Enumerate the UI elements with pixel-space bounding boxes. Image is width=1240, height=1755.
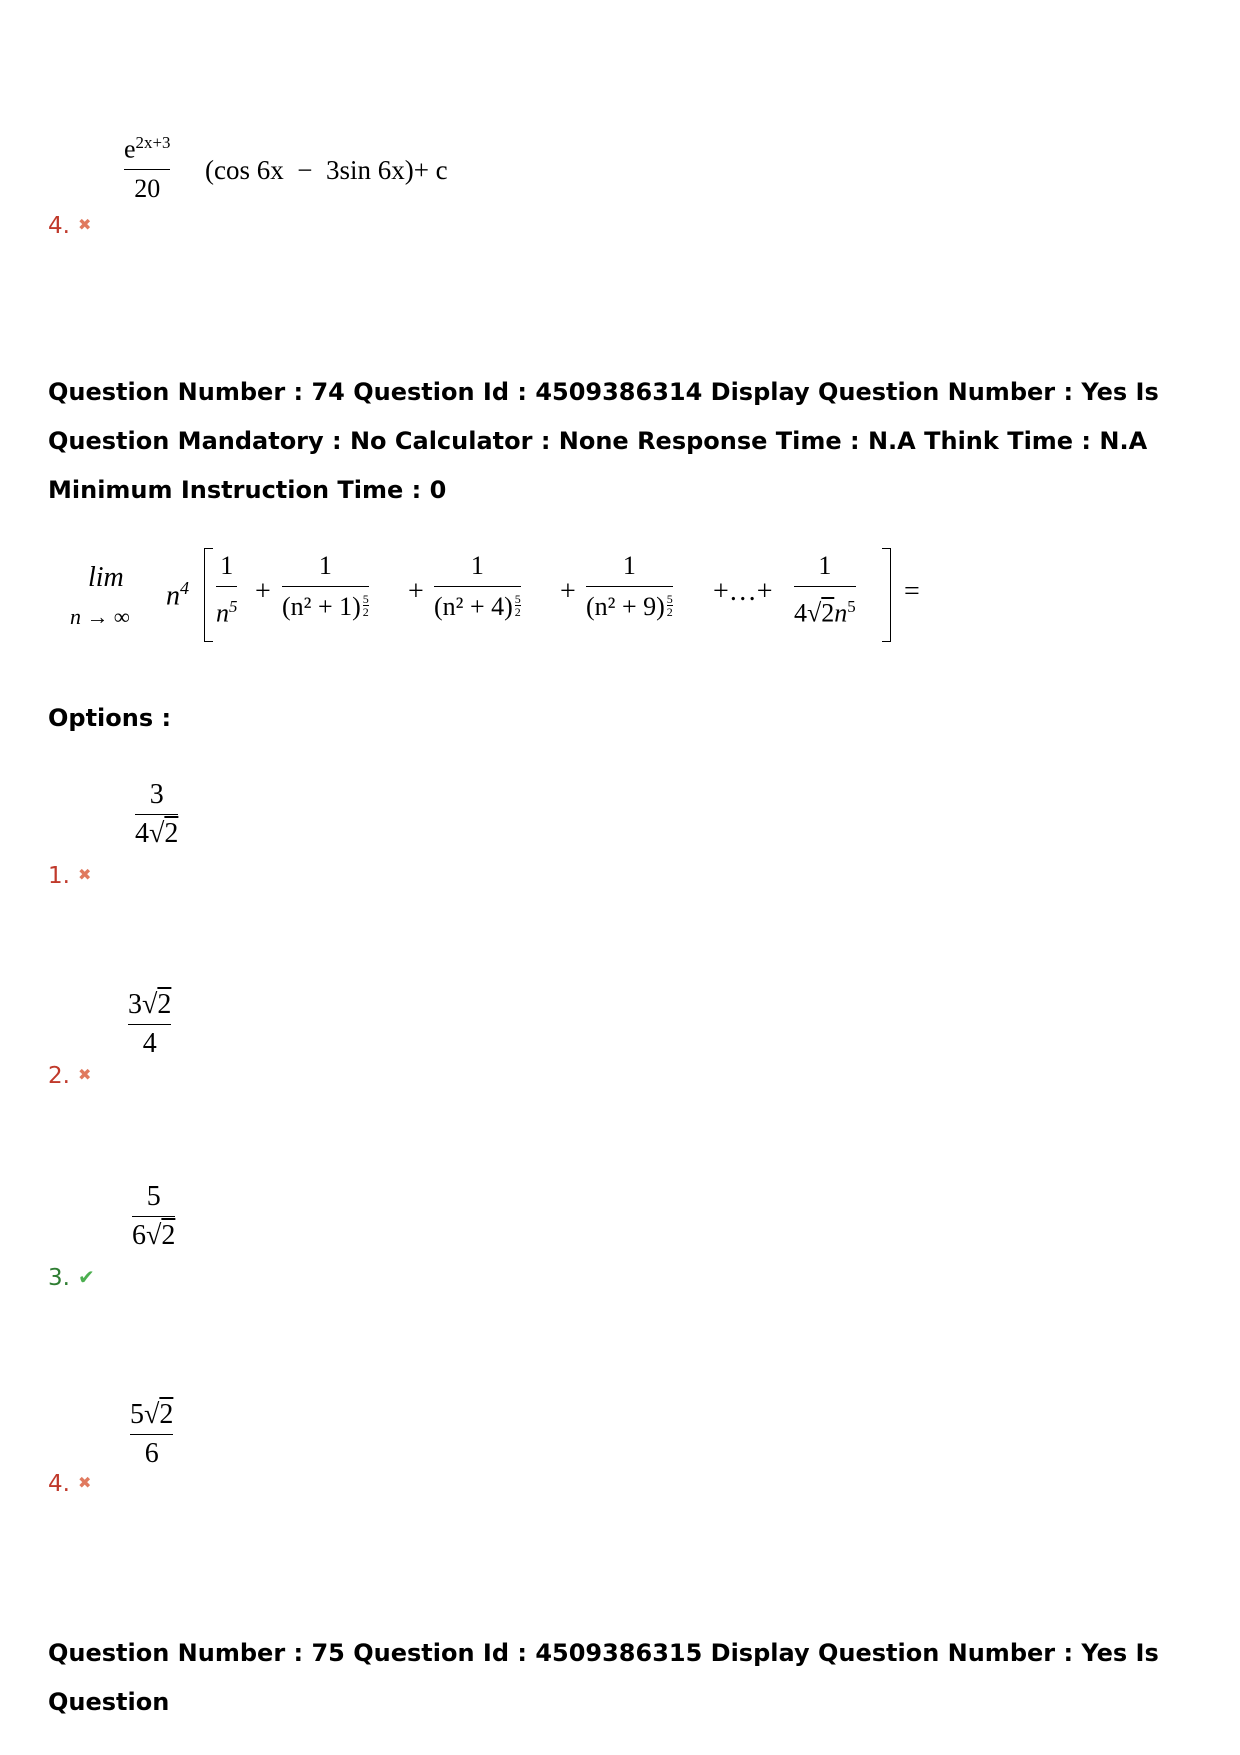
question-75-header: Question Number : 75 Question Id : 4509386315 Display Question Number : Yes Is Question (48, 1639, 1159, 1716)
question-74-expression (60, 548, 940, 648)
prev-option-4-numerator: e (124, 134, 136, 164)
lim-label: lim (88, 562, 124, 593)
prev-option-4-denominator: 20 (134, 173, 161, 203)
cross-mark-icon: ✖ (77, 1473, 92, 1492)
ellipsis: +…+ (713, 576, 773, 607)
plus-3: + (560, 576, 576, 607)
plus-1: + (255, 576, 271, 607)
factor-n4: $n^4$ (166, 578, 190, 612)
question-74-header: Question Number : 74 Question Id : 4509386314 Display Question Number : Yes Is Question Mandatory : No Calculator : None Response Time : N.A Think Time : N.A Minimum Instruction Time : 0 (48, 378, 1159, 504)
term-2: 1 (n² + 1) $\frac{5}{2}$ (282, 551, 369, 621)
option-4-number: 4. ✖ (48, 1471, 92, 1497)
options-label: Options : (48, 704, 172, 732)
prev-option-4-tail: (cos 6x − 3sin 6x)+ c (205, 155, 448, 185)
lim-subscript: n → ∞ (70, 604, 130, 629)
right-bracket (882, 548, 891, 642)
option-3-formula: 5 6√2 (132, 1181, 176, 1251)
option-2-formula: 3√2 4 (128, 989, 172, 1059)
option-4-formula: 5√2 6 (130, 1399, 174, 1469)
option-3-number: 3. ✔ (48, 1265, 95, 1291)
prev-option-4-numerator-exp: 2x+3 (135, 133, 171, 152)
cross-mark-icon: ✖ (77, 215, 92, 234)
prev-option-4-number: 4. ✖ (48, 213, 92, 239)
term-last: 1 $4√2n^5$ (794, 551, 856, 628)
option-2-number: 2. ✖ (48, 1063, 92, 1089)
plus-2: + (408, 576, 424, 607)
left-bracket (204, 548, 213, 642)
cross-mark-icon: ✖ (77, 865, 92, 884)
option-1-formula: 3 4√2 (135, 779, 179, 849)
cross-mark-icon: ✖ (77, 1065, 92, 1084)
option-1-number: 1. ✖ (48, 863, 92, 889)
prev-option-4-formula (124, 128, 170, 204)
term-3: 1 (n² + 4) $\frac{5}{2}$ (434, 551, 521, 621)
equals-sign: = (904, 576, 920, 607)
term-1: 1 $n^5$ (216, 551, 238, 628)
term-4: 1 (n² + 9) $\frac{5}{2}$ (586, 551, 673, 621)
check-mark-icon: ✔ (77, 1265, 95, 1289)
